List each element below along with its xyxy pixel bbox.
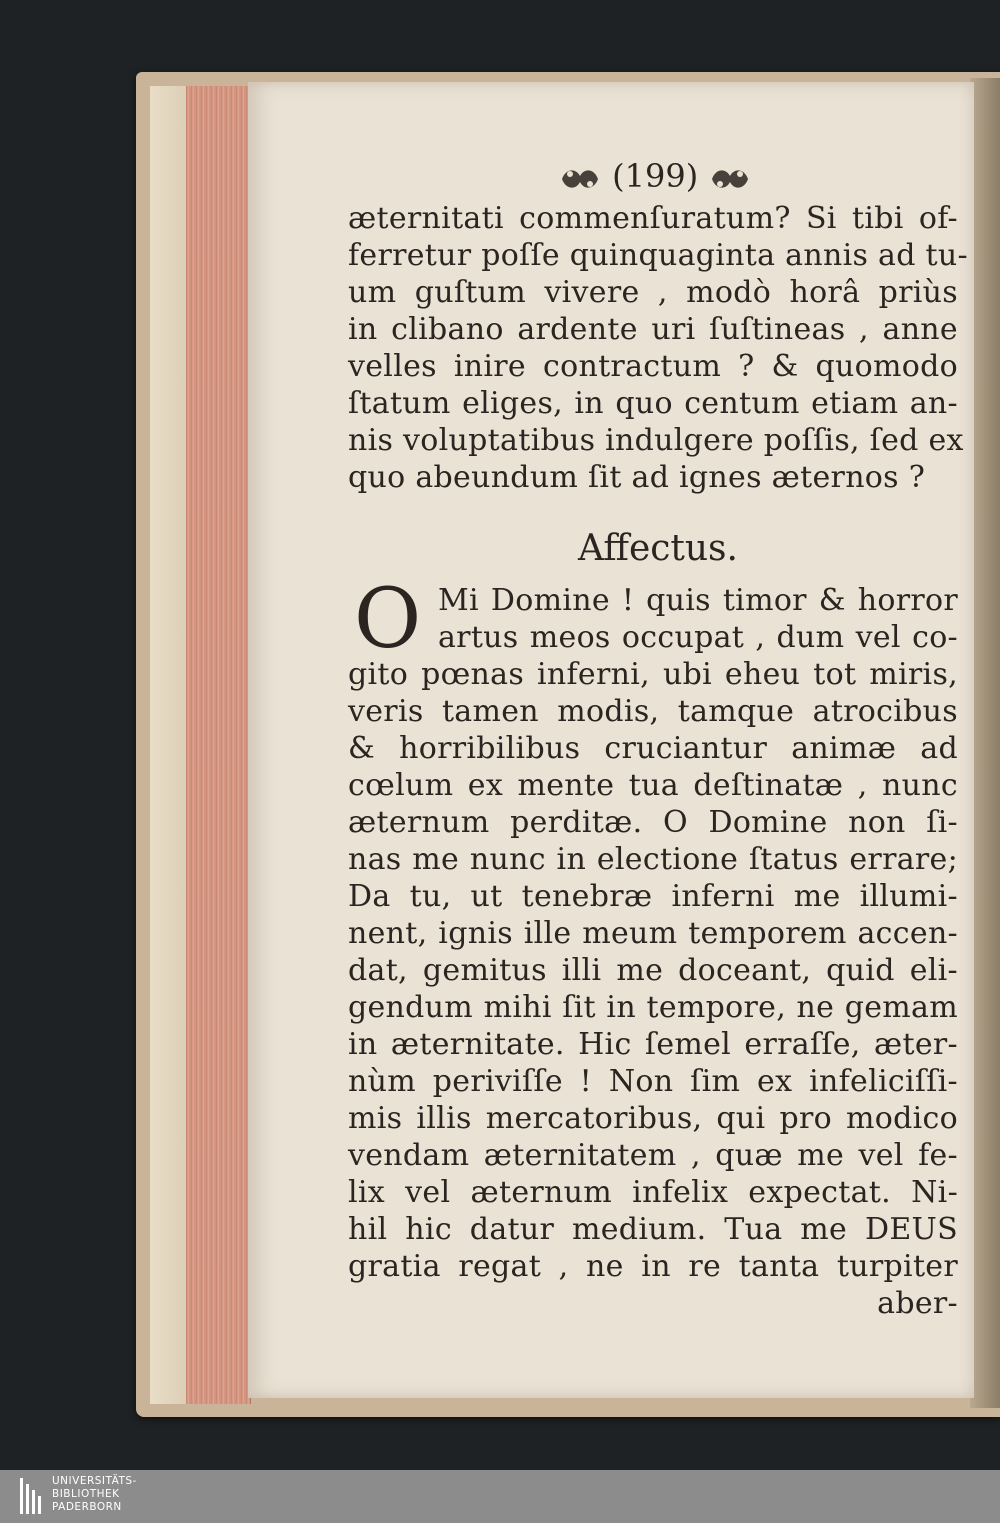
text-line: ſtatum eliges, in quo centum etiam an- bbox=[348, 386, 958, 421]
page-number: 199 bbox=[624, 157, 686, 195]
text-line: um guſtum vivere , modò horâ priùs bbox=[348, 275, 958, 310]
page-number-open-paren: ( bbox=[612, 157, 625, 195]
text-line: Da tu, ut tenebræ inferni me illumi- bbox=[348, 879, 958, 914]
text-line: nis voluptatibus indulgere poſſis, ſed ex bbox=[348, 423, 964, 458]
running-head bbox=[558, 157, 752, 195]
text-line: & horribilibus cruciantur animæ ad bbox=[348, 731, 958, 766]
text-line: quo abeundum ſit ad ignes æternos ? bbox=[348, 460, 926, 495]
page-right-edge bbox=[970, 78, 1000, 1408]
text-line: vendam æternitatem , quæ me vel fe- bbox=[348, 1138, 958, 1173]
text-line: dat, gemitus illi me doceant, quid eli- bbox=[348, 953, 958, 988]
page-number-close-paren: ) bbox=[685, 157, 699, 195]
text-line: lix vel æternum infelix expectat. Ni- bbox=[348, 1175, 958, 1210]
text-line: veris tamen modis, tamque atrocibus bbox=[348, 694, 958, 729]
text-line: in clibano ardente uri ſuſtineas , anne bbox=[348, 312, 958, 347]
text-line: ferretur poſſe quinquaginta annis ad tu- bbox=[348, 238, 968, 273]
text-line: nas me nunc in electione ſtatus errare; bbox=[348, 842, 958, 877]
text-line: æternitati commenſuratum? Si tibi of- bbox=[348, 201, 958, 236]
text-line: Mi Domine ! quis timor & horror bbox=[438, 583, 958, 618]
text-line: gendum mihi ſit in tempore, ne gemam bbox=[348, 990, 958, 1025]
text-line: hil hic datur medium. Tua me DEUS bbox=[348, 1212, 958, 1247]
text-line: in æternitate. Hic ſemel erraſſe, æter- bbox=[348, 1027, 958, 1062]
section-heading: Affectus. bbox=[578, 528, 738, 569]
text-line: mis illis mercatoribus, qui pro modico bbox=[348, 1101, 958, 1136]
page-edges-white bbox=[150, 86, 186, 1404]
library-footer bbox=[0, 1470, 1000, 1523]
text-line: velles inire contractum ? & quomodo bbox=[348, 349, 958, 384]
library-logo-text bbox=[52, 1475, 137, 1514]
drop-cap: O bbox=[354, 572, 422, 667]
library-logo-icon bbox=[20, 1478, 46, 1514]
ornament-left-icon bbox=[558, 164, 602, 194]
logo-line: UNIVERSITÄTS- bbox=[52, 1475, 137, 1487]
logo-line: PADERBORN bbox=[52, 1501, 122, 1513]
catchword: aber- bbox=[877, 1286, 958, 1321]
paragraph-2 bbox=[348, 572, 958, 1322]
text-line: nùm periviſſe ! Non ſim ex infeliciſſi- bbox=[348, 1064, 958, 1099]
text-line: æternum perditæ. O Domine non ſi- bbox=[348, 805, 958, 840]
text-line: cœlum ex mente tua deſtinatæ , nunc bbox=[348, 768, 958, 803]
ornament-right-icon bbox=[708, 164, 752, 194]
text-line: artus meos occupat , dum vel co- bbox=[438, 620, 958, 655]
logo-line: BIBLIOTHEK bbox=[52, 1488, 120, 1500]
paragraph-1 bbox=[348, 200, 968, 496]
book-page bbox=[248, 82, 974, 1398]
text-line: gito pœnas inferni, ubi eheu tot miris, bbox=[348, 657, 958, 692]
text-line: nent, ignis ille meum temporem accen- bbox=[348, 916, 958, 951]
text-line: gratia regat , ne in re tanta turpiter bbox=[348, 1249, 958, 1284]
